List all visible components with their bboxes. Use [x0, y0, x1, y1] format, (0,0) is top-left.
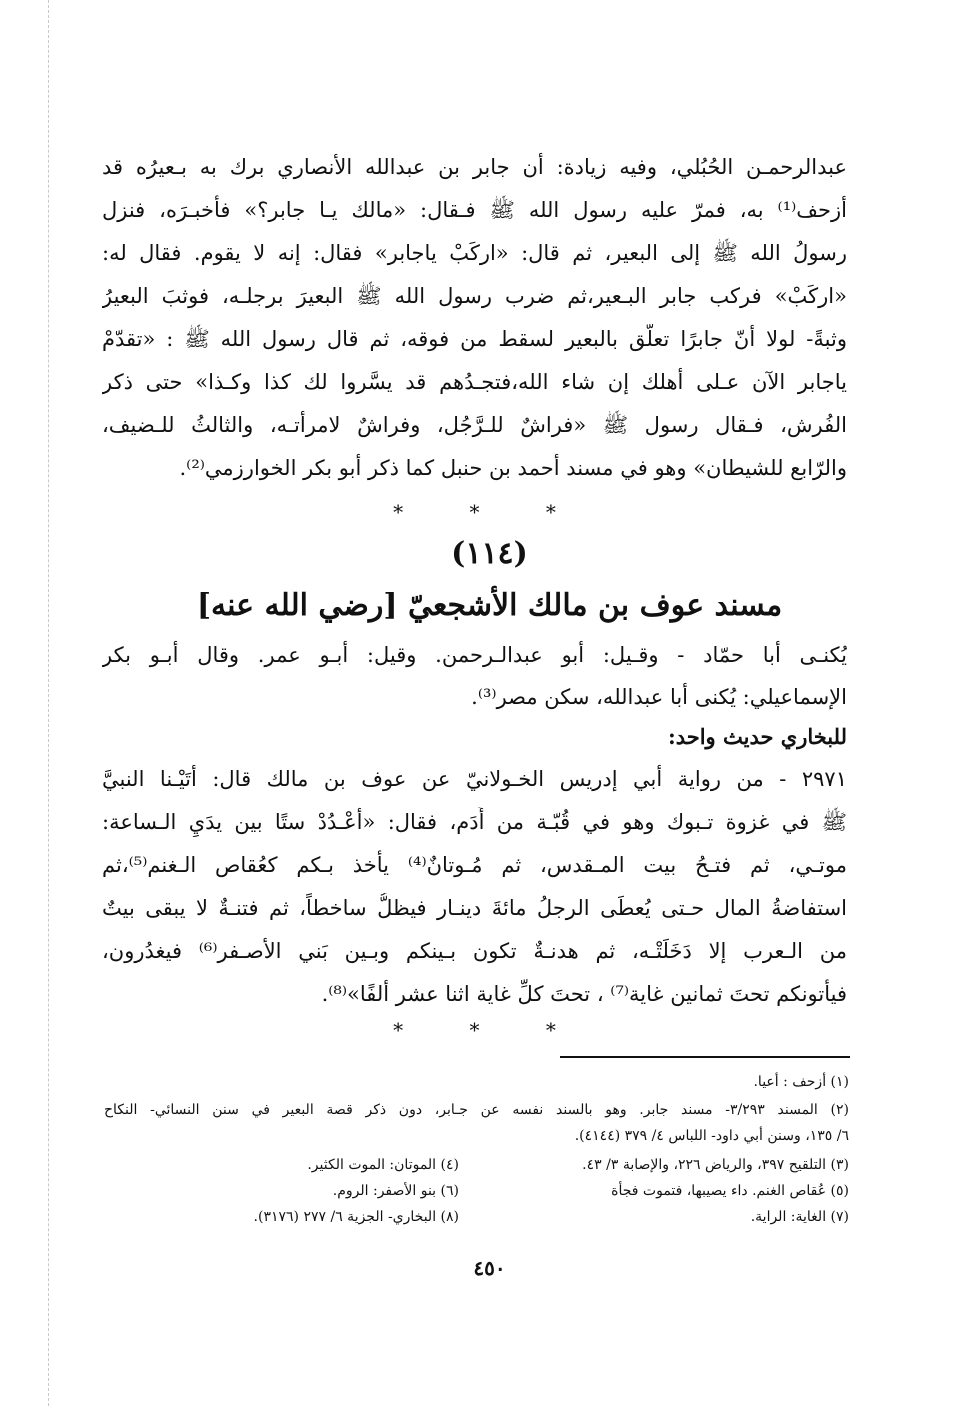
- footnote: (٢) المسند ٣/٢٩٣- مسند جابر. وهو بالسند نفسه عن جـابر، دون ذكر قصة البعير في سنن النسائي- النكاح: [104, 1102, 849, 1118]
- paragraph-line: «اركَبْ» فركب جابر البـعير،ثم ضرب رسول الله ﷺ البعيرَ برجلـه، فوثبَ البعيرُ: [102, 284, 847, 308]
- footnote: (٣) التلقيح ٣٩٧، والرياض ٢٢٦، والإصابة ٣/ ٤٣.: [582, 1157, 849, 1173]
- hadith-line: فيأتونكم تحتَ ثمانين غاية⁽⁷⁾ ، تحتَ كلِّ غاية اثنا عشر ألفًا»⁽⁸⁾.: [321, 982, 847, 1006]
- footnote: (٤) الموتان: الموت الكثير.: [307, 1157, 459, 1173]
- section-title: مسند عوف بن مالك الأشجعيّ [رضي الله عنه]: [196, 588, 783, 623]
- footnote: (١) أزحف : أعيا.: [753, 1074, 849, 1090]
- hadith-line: ﷺ في غزوة تـبوك وهو في قُبّـة من أَدَم، فقال: «أعْـدُدْ ستًا بين يدَيِ الـساعة:: [102, 810, 847, 834]
- paragraph-line: يُكنـى أبا حمّاد - وقـيل: أبو عبدالـرحمن. وقيل: أبـو عمر. وقال أبـو بكر: [102, 643, 847, 667]
- footnote: (٧) الغاية: الراية.: [750, 1209, 849, 1225]
- section-number: (١١٤): [451, 536, 528, 571]
- hadith-line: ٢٩٧١ - من رواية أبي إدريس الخـولانيّ عن عوف بن مالك قال: أتَيْـنا النبيَّ: [102, 767, 847, 791]
- hadith-line: موتـي، ثم فتـحُ بيت المـقدس، ثم مُـوتانٌ⁽⁴⁾ يأخذ بـكم كعُقاص الـغنم⁽⁵⁾،ثم: [102, 853, 847, 877]
- paragraph-line: عبدالرحمـن الحُبُلي، وفيه زيادة: أن جابر بن عبدالله الأنصاري برك به بـعيرُه قد: [102, 155, 847, 179]
- footnote: (٦) بنو الأصفر: الروم.: [332, 1183, 459, 1199]
- footnote: ٦/ ١٣٥، وسنن أبي داود- اللباس ٤/ ٣٧٩ (٤١٤٤).: [574, 1128, 849, 1144]
- hadith-line: من الـعرب إلا دَخَلَتْـه، ثم هدنـةٌ تكون بـينكم وبـين بَني الأصـفر⁽⁶⁾ فيغدُرون،: [102, 939, 847, 963]
- subheading-bukhari: للبخاري حديث واحد:: [667, 724, 847, 749]
- paragraph-line: رسولُ الله ﷺ إلى البعير، ثم قال: «اركَبْ ياجابر» فقال: إنه لا يقوم. فقال له:: [102, 241, 847, 265]
- footnote: (٥) عُقاص الغنم. داء يصيبها، فتموت فجأة: [611, 1183, 849, 1199]
- section-separator-stars: * * *: [393, 500, 586, 524]
- section-separator-stars: * * *: [393, 1018, 586, 1042]
- hadith-line: استفاضةُ المال حـتى يُعطَى الرجلُ مائةَ دينـار فيظلُّ ساخطاً، ثم فتنـةٌ لا يبقى بيتٌ: [102, 896, 847, 920]
- margin-guide-line: [48, 0, 49, 1406]
- page-number: ٤٥٠: [473, 1256, 506, 1280]
- paragraph-line: الإسماعيلي: يُكنى أبا عبدالله، سكن مصر⁽³⁾.: [471, 685, 847, 709]
- paragraph-line: والرّابع للشيطان» وهو في مسند أحمد بن حنبل كما ذكر أبو بكر الخوارزمي⁽²⁾.: [179, 456, 847, 480]
- paragraph-line: أزحف⁽¹⁾ به، فمرّ عليه رسول الله ﷺ فـقال: «مالك يـا جابر؟» فأخبـرَه، فنزل: [102, 198, 847, 222]
- paragraph-line: وثبةً- لولا أنّ جابرًا تعلّق بالبعير لسقط من فوقه، ثم قال رسول الله ﷺ : «تقدّمْ: [102, 327, 847, 351]
- footnote-rule: [560, 1056, 850, 1058]
- footnote: (٨) البخاري- الجزية ٦/ ٢٧٧ (٣١٧٦).: [253, 1209, 459, 1225]
- paragraph-line: ياجابر الآن عـلى أهلك إن شاء الله،فتجـدُهم قد يسَّروا لك كذا وكـذا» حتى ذكر: [102, 370, 847, 394]
- paragraph-line: الفُرش، فـقال رسول ﷺ «فراشٌ للـرَّجُل، وفراشٌ لامرأتـه، والثالثُ للـضيف،: [102, 413, 847, 437]
